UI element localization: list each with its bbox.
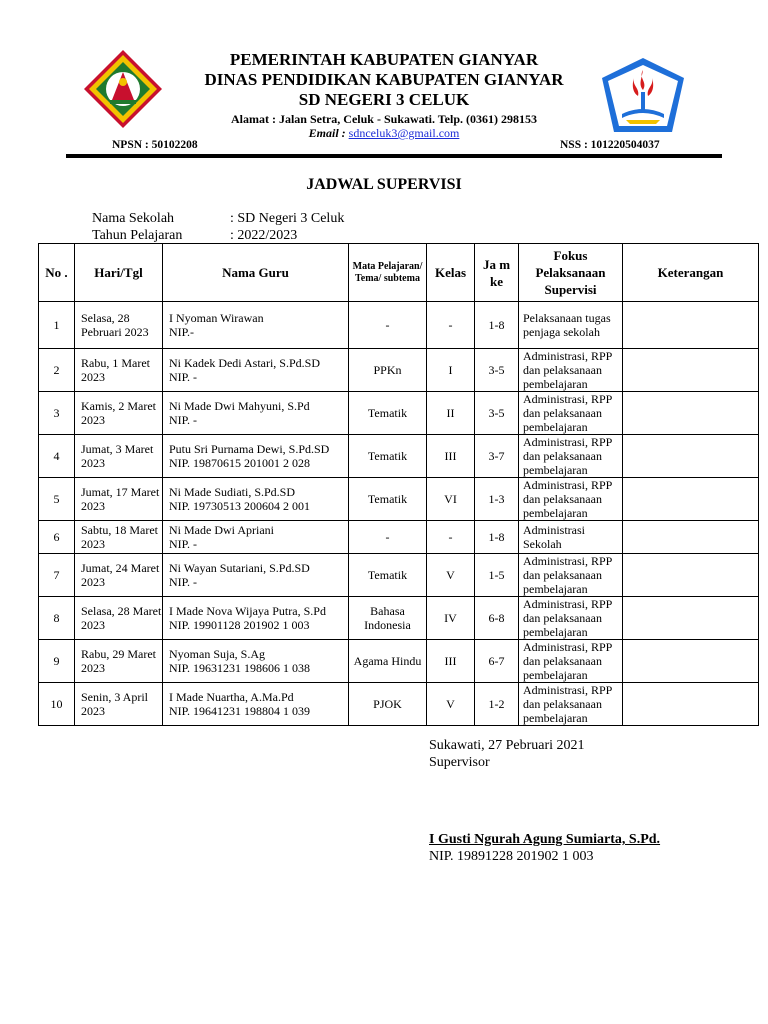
teacher-nip: NIP. - [169, 575, 198, 589]
cell-hour: 6-7 [475, 640, 519, 683]
table-row [39, 392, 759, 435]
cell-date: Rabu, 29 Maret 2023 [75, 640, 163, 683]
teacher-name: I Made Nuartha, A.Ma.Pd [169, 690, 294, 704]
cell-hour: 6-8 [475, 597, 519, 640]
teacher-nip: NIP.- [169, 325, 195, 339]
header-note: Keterangan [623, 244, 759, 302]
signature-nip: NIP. 19891228 201902 1 003 [429, 849, 594, 864]
teacher-nip: NIP. 19631231 198606 1 038 [169, 661, 311, 675]
cell-class: - [427, 521, 475, 554]
cell-hour: 1-3 [475, 478, 519, 521]
supervision-schedule-table [38, 243, 759, 726]
teacher-nip: NIP. - [169, 413, 198, 427]
cell-note [623, 640, 759, 683]
header-teacher: Nama Guru [163, 244, 349, 302]
letterhead-divider [66, 154, 722, 158]
cell-note [623, 554, 759, 597]
cell-no: 8 [39, 597, 75, 640]
cell-class: I [427, 349, 475, 392]
teacher-name: Ni Kadek Dedi Astari, S.Pd.SD [169, 356, 320, 370]
teacher-name: Ni Made Dwi Mahyuni, S.Pd [169, 399, 310, 413]
cell-date: Jumat, 17 Maret 2023 [75, 478, 163, 521]
nss: NSS : 101220504037 [560, 139, 660, 151]
cell-subject: PJOK [349, 683, 427, 726]
table-row [39, 521, 759, 554]
table-row [39, 435, 759, 478]
email-link[interactable]: sdnceluk3@gmail.com [348, 126, 460, 140]
cell-date: Jumat, 24 Maret 2023 [75, 554, 163, 597]
cell-focus: Administrasi, RPP dan pelaksanaan pembelajaran [519, 597, 623, 640]
cell-no: 10 [39, 683, 75, 726]
header-subject: Mata Pelajaran/ Tema/ subtema [349, 244, 427, 302]
letterhead [0, 48, 768, 158]
cell-focus: Administrasi, RPP dan pelaksanaan pembelajaran [519, 683, 623, 726]
letterhead-email-line [170, 127, 598, 140]
cell-subject: Agama Hindu [349, 640, 427, 683]
cell-hour: 1-8 [475, 302, 519, 349]
cell-class: V [427, 683, 475, 726]
teacher-nip: NIP. 19870615 201001 2 028 [169, 456, 311, 470]
cell-note [623, 683, 759, 726]
signature-name: I Gusti Ngurah Agung Sumiarta, S.Pd. [429, 832, 661, 847]
header-date: Hari/Tgl [75, 244, 163, 302]
cell-note [623, 392, 759, 435]
cell-teacher [163, 521, 349, 554]
teacher-nip: NIP. 19641231 198804 1 039 [169, 704, 311, 718]
teacher-name: I Nyoman Wirawan [169, 311, 264, 325]
cell-subject: - [349, 302, 427, 349]
school-year-value: : 2022/2023 [230, 228, 298, 243]
cell-subject: Tematik [349, 392, 427, 435]
cell-teacher [163, 554, 349, 597]
cell-no: 6 [39, 521, 75, 554]
cell-focus: Administrasi, RPP dan pelaksanaan pembelajaran [519, 349, 623, 392]
letterhead-school: SD NEGERI 3 CELUK [298, 90, 470, 109]
cell-class: IV [427, 597, 475, 640]
gianyar-seal-icon [82, 48, 164, 130]
header-no: No . [39, 244, 75, 302]
cell-no: 3 [39, 392, 75, 435]
cell-focus: Administrasi, RPP dan pelaksanaan pembelajaran [519, 392, 623, 435]
cell-hour: 3-5 [475, 349, 519, 392]
cell-hour: 3-5 [475, 392, 519, 435]
cell-date: Selasa, 28 Pebruari 2023 [75, 302, 163, 349]
table-row [39, 302, 759, 349]
cell-focus: Administrasi, RPP dan pelaksanaan pembelajaran [519, 478, 623, 521]
teacher-name: Ni Wayan Sutariani, S.Pd.SD [169, 561, 310, 575]
header-class: Kelas [427, 244, 475, 302]
teacher-name: Putu Sri Purnama Dewi, S.Pd.SD [169, 442, 330, 456]
cell-teacher [163, 435, 349, 478]
cell-class: VI [427, 478, 475, 521]
teacher-nip: NIP. 19901128 201902 1 003 [169, 618, 310, 632]
cell-teacher [163, 349, 349, 392]
table-row [39, 597, 759, 640]
cell-no: 4 [39, 435, 75, 478]
cell-date: Rabu, 1 Maret 2023 [75, 349, 163, 392]
cell-focus: Administrasi, RPP dan pelaksanaan pembelajaran [519, 435, 623, 478]
cell-no: 9 [39, 640, 75, 683]
cell-focus: Administrasi, RPP dan pelaksanaan pembelajaran [519, 640, 623, 683]
cell-class: III [427, 640, 475, 683]
signature-block [429, 737, 585, 771]
cell-date: Senin, 3 April 2023 [75, 683, 163, 726]
cell-note [623, 349, 759, 392]
email-label: Email : [308, 126, 346, 140]
tut-wuri-handayani-icon [598, 56, 688, 136]
cell-no: 1 [39, 302, 75, 349]
cell-hour: 1-5 [475, 554, 519, 597]
cell-subject: PPKn [349, 349, 427, 392]
letterhead-government: PEMERINTAH KABUPATEN GIANYAR [229, 50, 539, 69]
cell-no: 2 [39, 349, 75, 392]
cell-no: 5 [39, 478, 75, 521]
cell-date: Jumat, 3 Maret 2023 [75, 435, 163, 478]
cell-teacher [163, 302, 349, 349]
cell-no: 7 [39, 554, 75, 597]
signature-role: Supervisor [429, 755, 490, 770]
cell-hour: 1-8 [475, 521, 519, 554]
cell-teacher [163, 597, 349, 640]
school-name-value: : SD Negeri 3 Celuk [230, 211, 345, 226]
header-focus: Fokus Pelaksanaan Supervisi [519, 244, 623, 302]
cell-class: II [427, 392, 475, 435]
school-meta [92, 210, 344, 244]
cell-note [623, 521, 759, 554]
cell-teacher [163, 478, 349, 521]
signature-place-date: Sukawati, 27 Pebruari 2021 [429, 738, 585, 753]
table-row [39, 349, 759, 392]
cell-teacher [163, 683, 349, 726]
cell-note [623, 435, 759, 478]
letterhead-address: Alamat : Jalan Setra, Celuk - Sukawati. Telp. (0361) 298153 [230, 112, 538, 126]
cell-focus: Pelaksanaan tugas penjaga sekolah [519, 302, 623, 349]
document-title: JADWAL SUPERVISI [306, 176, 462, 193]
teacher-name: I Made Nova Wijaya Putra, S.Pd [169, 604, 326, 618]
cell-subject: - [349, 521, 427, 554]
teacher-name: Nyoman Suja, S.Ag [169, 647, 265, 661]
table-row [39, 683, 759, 726]
cell-date: Kamis, 2 Maret 2023 [75, 392, 163, 435]
table-row [39, 640, 759, 683]
table-header-row [39, 244, 759, 302]
cell-date: Selasa, 28 Maret 2023 [75, 597, 163, 640]
cell-note [623, 302, 759, 349]
npsn: NPSN : 50102208 [112, 139, 198, 151]
school-year-label: Tahun Pelajaran [92, 228, 183, 243]
cell-teacher [163, 640, 349, 683]
cell-note [623, 597, 759, 640]
cell-subject: Tematik [349, 435, 427, 478]
cell-focus: Administrasi, RPP dan pelaksanaan pembelajaran [519, 554, 623, 597]
teacher-name: Ni Made Sudiati, S.Pd.SD [169, 485, 296, 499]
teacher-nip: NIP. - [169, 370, 198, 384]
cell-date: Sabtu, 18 Maret 2023 [75, 521, 163, 554]
table-row [39, 554, 759, 597]
header-hour: Ja m ke [475, 244, 519, 302]
table-row [39, 478, 759, 521]
cell-hour: 3-7 [475, 435, 519, 478]
school-name-label: Nama Sekolah [92, 211, 175, 226]
teacher-nip: NIP. 19730513 200604 2 001 [169, 499, 311, 513]
teacher-nip: NIP. - [169, 537, 198, 551]
cell-note [623, 478, 759, 521]
cell-class: - [427, 302, 475, 349]
letterhead-department: DINAS PENDIDIKAN KABUPATEN GIANYAR [204, 70, 564, 89]
teacher-name: Ni Made Dwi Apriani [169, 523, 274, 537]
cell-subject: Tematik [349, 478, 427, 521]
cell-teacher [163, 392, 349, 435]
cell-class: V [427, 554, 475, 597]
cell-subject: Bahasa Indonesia [349, 597, 427, 640]
cell-subject: Tematik [349, 554, 427, 597]
cell-focus: Administrasi Sekolah [519, 521, 623, 554]
cell-class: III [427, 435, 475, 478]
cell-hour: 1-2 [475, 683, 519, 726]
